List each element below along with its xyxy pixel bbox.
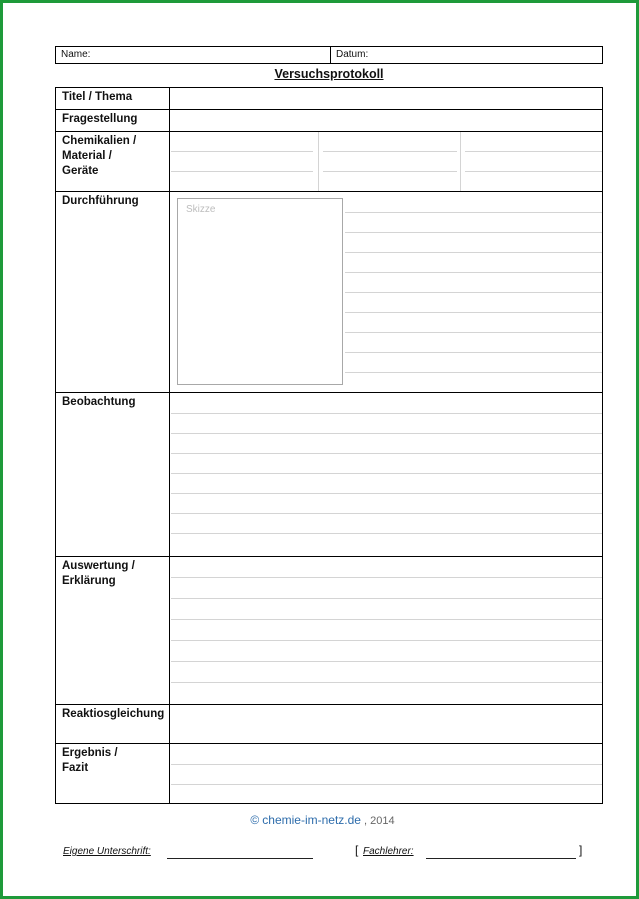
document-title: Versuchsprotokoll <box>274 67 384 81</box>
ruled-line <box>171 413 602 414</box>
column-divider <box>460 132 461 191</box>
header-row <box>55 46 603 64</box>
teacher-bracket-open: [ <box>355 843 359 857</box>
ruled-line <box>345 252 602 253</box>
field-ergebnis[interactable] <box>171 744 602 803</box>
ruled-line <box>171 577 602 578</box>
name-label: Name: <box>61 49 91 60</box>
row-reaktionsgleichung <box>56 705 602 744</box>
field-titel[interactable] <box>171 88 602 109</box>
teacher-bracket-close: ] <box>579 843 583 857</box>
label-ergebnis: Ergebnis / Fazit <box>56 744 170 803</box>
ruled-line <box>171 619 602 620</box>
field-reaktionsgleichung[interactable] <box>171 705 602 743</box>
ruled-line <box>465 171 602 172</box>
ruled-line <box>323 151 457 152</box>
ruled-line <box>171 473 602 474</box>
row-durchfuehrung <box>56 192 602 393</box>
ruled-line <box>345 312 602 313</box>
teacher-label: Fachlehrer: <box>363 846 414 857</box>
name-field[interactable] <box>56 47 331 63</box>
field-fragestellung[interactable] <box>171 110 602 131</box>
field-chemikalien[interactable] <box>171 132 602 191</box>
column-divider <box>318 132 319 191</box>
ruled-line <box>345 332 602 333</box>
ruled-line <box>345 232 602 233</box>
field-durchfuehrung[interactable] <box>171 192 602 392</box>
signature-line[interactable] <box>167 858 313 859</box>
label-auswertung: Auswertung / Erklärung <box>56 557 170 704</box>
copyright-year: , 2014 <box>364 815 395 827</box>
row-titel <box>56 88 602 110</box>
ruled-line <box>171 171 313 172</box>
field-auswertung[interactable] <box>171 557 602 704</box>
protocol-table <box>55 87 603 804</box>
copyright-symbol: © <box>250 813 260 827</box>
site-link[interactable]: chemie-im-netz.de <box>262 813 361 827</box>
label-reaktionsgleichung: Reaktiosgleichung <box>56 705 170 743</box>
ruled-line <box>171 784 602 785</box>
ruled-line <box>171 493 602 494</box>
ruled-line <box>171 598 602 599</box>
signature-label: Eigene Unterschrift: <box>63 846 151 857</box>
sketch-box[interactable] <box>177 198 343 385</box>
row-auswertung <box>56 557 602 705</box>
copyright-line <box>3 813 639 827</box>
ruled-line <box>171 640 602 641</box>
field-beobachtung[interactable] <box>171 393 602 556</box>
row-chemikalien <box>56 132 602 192</box>
ruled-line <box>345 352 602 353</box>
ruled-line <box>171 661 602 662</box>
teacher-signature-line[interactable] <box>426 858 576 859</box>
ruled-line <box>345 372 602 373</box>
ruled-line <box>171 433 602 434</box>
ruled-line <box>323 171 457 172</box>
label-durchfuehrung: Durchführung <box>56 192 170 392</box>
row-ergebnis <box>56 744 602 803</box>
date-label: Datum: <box>336 49 369 60</box>
ruled-line <box>171 764 602 765</box>
ruled-line <box>171 533 602 534</box>
ruled-line <box>345 272 602 273</box>
ruled-line <box>171 682 602 683</box>
label-beobachtung: Beobachtung <box>56 393 170 556</box>
date-field[interactable] <box>331 47 602 63</box>
ruled-line <box>465 151 602 152</box>
label-chemikalien: Chemikalien / Material / Geräte <box>56 132 170 191</box>
row-beobachtung <box>56 393 602 557</box>
label-titel: Titel / Thema <box>56 88 170 109</box>
row-fragestellung <box>56 110 602 132</box>
ruled-line <box>171 513 602 514</box>
sketch-label: Skizze <box>186 204 216 215</box>
ruled-line <box>345 292 602 293</box>
ruled-line <box>171 151 313 152</box>
ruled-line <box>345 212 602 213</box>
ruled-line <box>171 453 602 454</box>
label-fragestellung: Fragestellung <box>56 110 170 131</box>
